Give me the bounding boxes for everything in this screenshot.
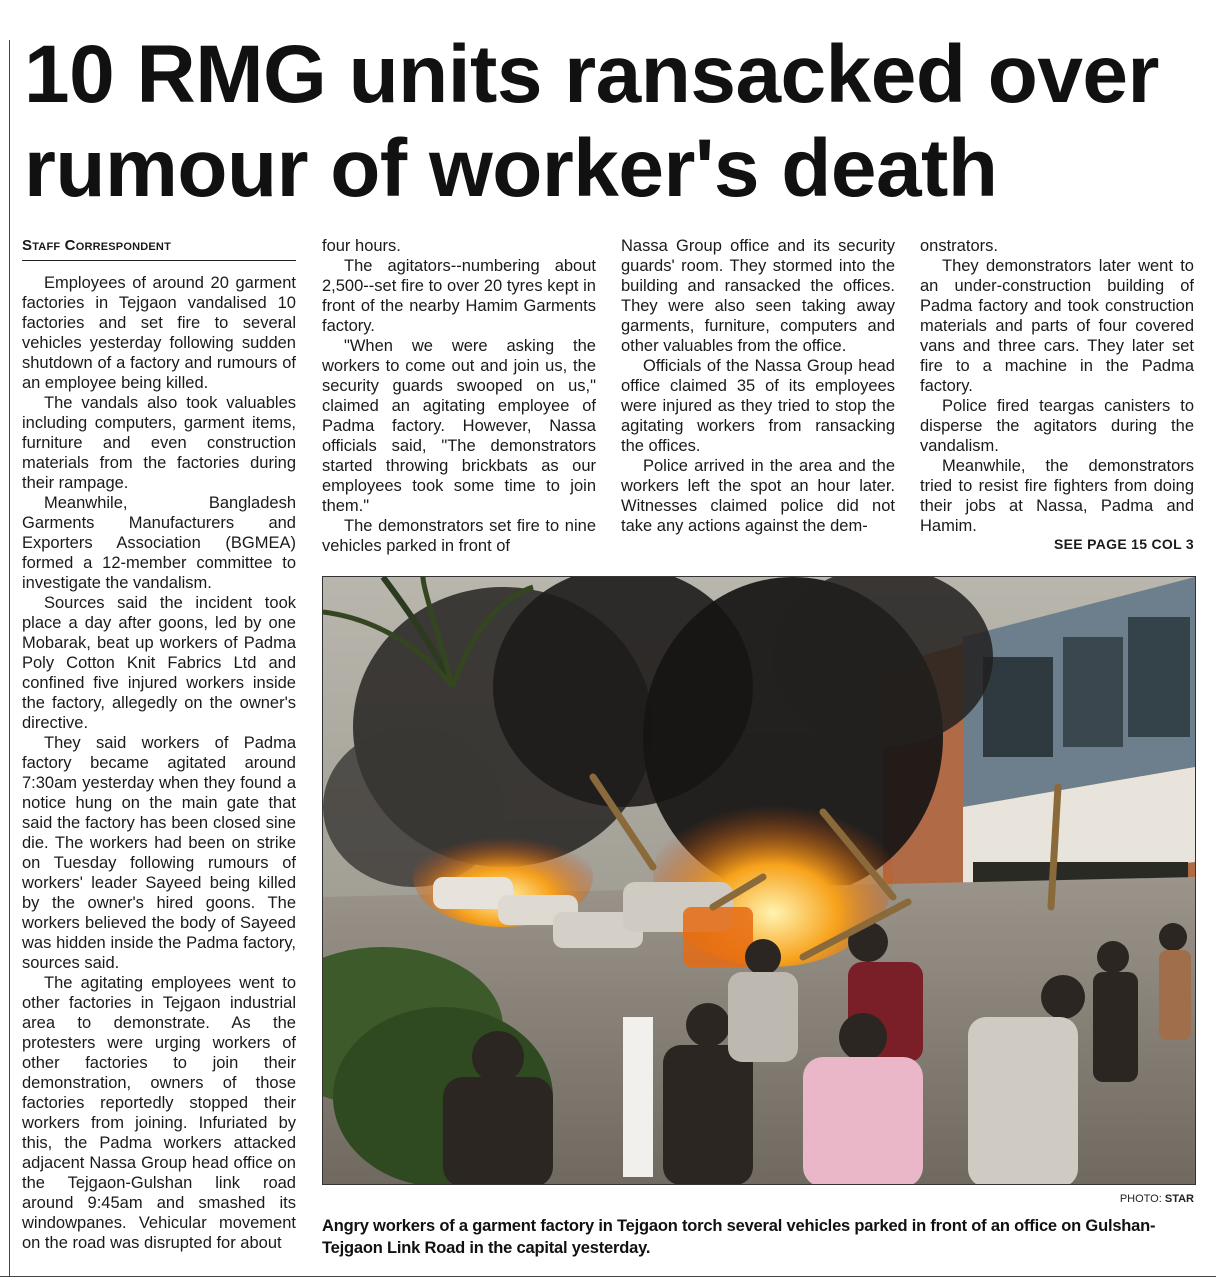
paragraph: The demonstrators set fire to nine vehicles parked in front of [322, 517, 596, 555]
headline: 10 RMG units ransacked over rumour of worker's death [24, 29, 1159, 214]
photo-credit-source: STAR [1164, 1193, 1194, 1205]
article-column-3 [621, 236, 895, 536]
photo-caption: Angry workers of a garment factory in Tejgaon torch several vehicles parked in front of an office on Gulshan-Tejgaon Link Road in the capital yesterday. [322, 1217, 1156, 1257]
paragraph: They said workers of Padma factory became agitated around 7:30am yesterday when they found a notice hung on the main gate that said the factory has been closed sine die. The workers had been on strike on Tuesday following rumours of workers' leader Sayeed being killed by the owner's hired goons. The workers believed the body of Sayeed was hidden inside the Padma factory, sources said. [22, 734, 296, 972]
paragraph: Meanwhile, the demonstrators tried to resist fire fighters from doing their jobs at Nassa, Padma and Hamim. [920, 457, 1194, 535]
paragraph: The agitating employees went to other factories in Tejgaon industrial area to demonstrate. As the protesters were urging workers of other factories to join their demonstration, owners of those factories reportedly stopped their workers from joining. Infuriated by this, the Padma workers attacked adjacent Nassa Group head office on the Tejgaon-Gulshan link road around 9:45am and smashed its windowpanes. Vehicular movement on the road was disrupted for about [22, 974, 296, 1252]
paragraph: Meanwhile, Bangladesh Garments Manufacturers and Exporters Association (BGMEA) formed a 12-member committee to investigate the vandalism. [22, 494, 296, 592]
photo-credit-label: PHOTO: [1119, 1193, 1162, 1205]
paragraph: The vandals also took valuables including computers, garment items, furniture and even construction materials from the factories during their rampage. [22, 394, 296, 492]
riot-photo-illustration [323, 577, 1195, 1184]
article-column-2 [322, 236, 596, 556]
bottom-rule [0, 1276, 1216, 1277]
continuation-jump: SEE PAGE 15 COL 3 [1054, 536, 1194, 552]
article-column-1 [22, 236, 296, 1253]
photo-credit [900, 1193, 1194, 1205]
paragraph: Nassa Group office and its security guards' room. They stormed into the building and ransacked the offices. They were also seen taking away garments, furniture, computers and other valuables from the office. [621, 237, 895, 355]
paragraph: Officials of the Nassa Group head office claimed 35 of its employees were injured as they tried to stop the agitating workers from ransacking the offices. [621, 357, 895, 455]
paragraph: onstrators. [920, 237, 998, 255]
paragraph: Employees of around 20 garment factories in Tejgaon vandalised 10 factories and set fire to several vehicles yesterday following sudden shutdown of a factory and rumours of an employee being killed. [22, 274, 296, 392]
news-photo [322, 576, 1196, 1185]
paragraph: The agitators--numbering about 2,500--set fire to over 20 tyres kept in front of the nearby Hamim Garments factory. [322, 257, 596, 335]
article-column-4 [920, 236, 1194, 536]
left-column-rule [9, 40, 10, 1276]
paragraph: four hours. [322, 237, 401, 255]
byline: Staff Correspondent [22, 236, 296, 261]
paragraph: Police fired teargas canisters to disperse the agitators during the vandalism. [920, 397, 1194, 455]
paragraph: Police arrived in the area and the workers left the spot an hour later. Witnesses claimed police did not take any actions against the dem- [621, 457, 895, 535]
paragraph: "When we were asking the workers to come out and join us, the security guards swooped on us," claimed an agitating employee of Padma factory. However, Nassa officials said, "The demonstrators started throwing brickbats as our employees took some time to join them." [322, 337, 596, 515]
paragraph: Sources said the incident took place a day after goons, led by one Mobarak, beat up workers of Padma Poly Cotton Knit Fabrics Ltd and confined five injured workers inside the factory, allegedly on the owner's directive. [22, 594, 296, 732]
paragraph: They demonstrators later went to an under-construction building of Padma factory and took construction materials and parts of four covered vans and three cars. They later set fire to a machine in the Padma factory. [920, 257, 1194, 395]
